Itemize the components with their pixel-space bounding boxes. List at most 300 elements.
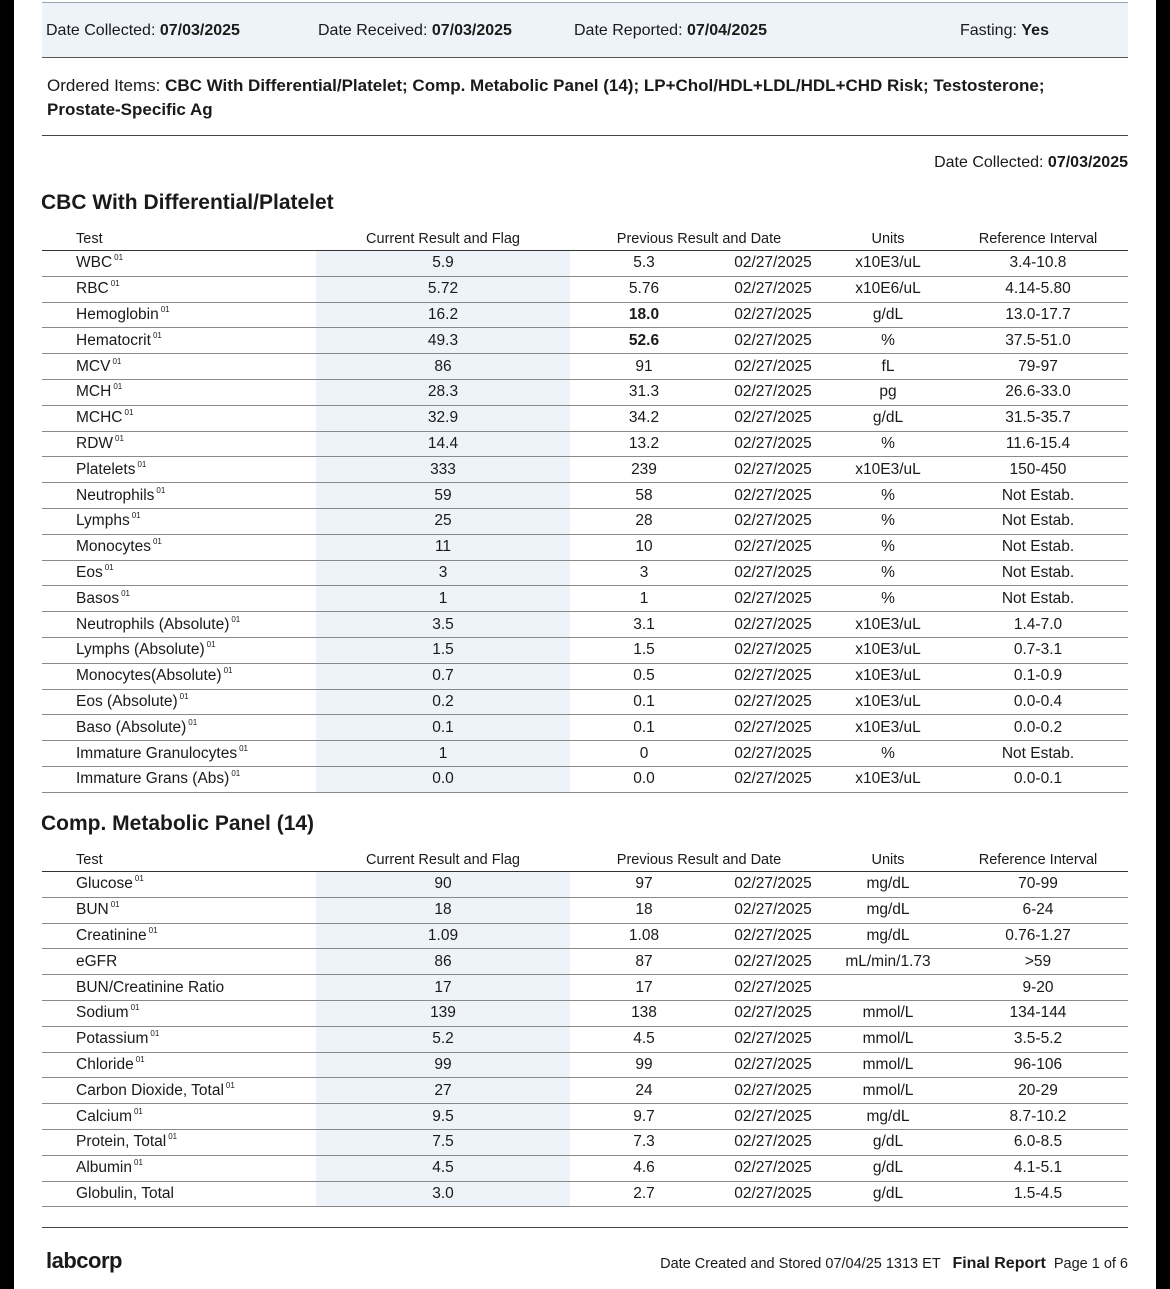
test-name: Globulin, Total	[76, 1184, 174, 1202]
reference-interval-cell: 6.0-8.5	[948, 1129, 1128, 1155]
table-row	[42, 1129, 1128, 1155]
units-cell: %	[828, 534, 948, 560]
col-header-reference: Reference Interval	[948, 228, 1128, 251]
test-name: Lymphs (Absolute)	[76, 641, 205, 659]
table-row	[42, 1026, 1128, 1052]
current-result-cell: 16.2	[316, 302, 570, 328]
current-result-cell: 11	[316, 534, 570, 560]
table-row	[42, 251, 1128, 277]
previous-date-cell: 02/27/2025	[718, 328, 828, 354]
current-result-cell: 17	[316, 975, 570, 1001]
reference-interval-cell: 26.6-33.0	[948, 379, 1128, 405]
previous-date-cell: 02/27/2025	[718, 715, 828, 741]
test-name-cell	[42, 586, 316, 612]
test-name: Hematocrit	[76, 331, 151, 349]
units-cell	[828, 975, 948, 1001]
current-result-cell: 86	[316, 354, 570, 380]
table-row	[42, 1155, 1128, 1181]
current-result-cell: 9.5	[316, 1104, 570, 1130]
date-reported-field	[574, 22, 767, 40]
date-collected-right-value: 07/03/2025	[1047, 154, 1128, 171]
footnote-marker: 01	[121, 588, 130, 598]
previous-result-cell: 1	[570, 586, 718, 612]
table-row	[42, 328, 1128, 354]
reference-interval-cell: 8.7-10.2	[948, 1104, 1128, 1130]
test-name: Carbon Dioxide, Total	[76, 1081, 224, 1099]
footnote-marker: 01	[223, 666, 233, 676]
units-cell: g/dL	[828, 1129, 948, 1155]
ordered-items	[47, 74, 1107, 122]
footnote-marker: 01	[225, 1080, 235, 1090]
current-result-cell: 5.72	[316, 276, 570, 302]
current-result-cell: 1.5	[316, 637, 570, 663]
test-name-cell	[42, 354, 316, 380]
current-result-cell: 333	[316, 457, 570, 483]
test-name: Hemoglobin	[76, 305, 159, 323]
fasting-label: Fasting:	[960, 22, 1017, 39]
table-row	[42, 766, 1128, 792]
footnote-marker: 01	[152, 330, 162, 340]
page-number: Page 1 of 6	[1053, 1256, 1128, 1272]
test-name-cell	[42, 897, 316, 923]
test-name: Lymphs	[76, 512, 130, 530]
divider	[42, 1227, 1128, 1228]
units-cell: x10E3/uL	[828, 766, 948, 792]
table-row	[42, 741, 1128, 767]
table-row	[42, 586, 1128, 612]
col-header-current: Current Result and Flag	[316, 228, 570, 251]
reference-interval-cell: 20-29	[948, 1078, 1128, 1104]
footnote-marker: 01	[239, 743, 248, 753]
fasting-field	[960, 22, 1049, 40]
date-collected-value: 07/03/2025	[159, 22, 240, 39]
reference-interval-cell: 79-97	[948, 354, 1128, 380]
table-row	[42, 872, 1128, 898]
test-name-cell	[42, 612, 316, 638]
test-name: BUN/Creatinine Ratio	[76, 978, 225, 996]
cbc-results-table	[42, 228, 1128, 793]
units-cell: mmol/L	[828, 1078, 948, 1104]
test-name-cell	[42, 1026, 316, 1052]
previous-result-cell: 13.2	[570, 431, 718, 457]
units-cell: %	[828, 431, 948, 457]
previous-result-cell: 3	[570, 560, 718, 586]
previous-date-cell: 02/27/2025	[718, 251, 828, 277]
table-row	[42, 897, 1128, 923]
current-result-cell: 4.5	[316, 1155, 570, 1181]
table-row	[42, 637, 1128, 663]
current-result-cell: 14.4	[316, 431, 570, 457]
units-cell: mmol/L	[828, 1052, 948, 1078]
test-name-cell	[42, 251, 316, 277]
current-result-cell: 18	[316, 897, 570, 923]
date-received-value: 07/03/2025	[431, 22, 512, 39]
footnote-marker: 01	[134, 1158, 143, 1168]
previous-date-cell: 02/27/2025	[718, 586, 828, 612]
footnote-marker: 01	[135, 1054, 145, 1064]
test-name: eGFR	[76, 952, 118, 970]
previous-result-cell: 5.3	[570, 251, 718, 277]
previous-result-cell: 0.1	[570, 689, 718, 715]
previous-result-cell: 0.1	[570, 715, 718, 741]
current-result-cell: 86	[316, 949, 570, 975]
test-name: RDW	[76, 434, 114, 452]
current-result-cell: 32.9	[316, 405, 570, 431]
reference-interval-cell: 134-144	[948, 1000, 1128, 1026]
reference-interval-cell: 37.5-51.0	[948, 328, 1128, 354]
test-name: Chloride	[76, 1055, 134, 1073]
previous-date-cell: 02/27/2025	[718, 637, 828, 663]
current-result-cell: 25	[316, 508, 570, 534]
ordered-items-value: CBC With Differential/Platelet; Comp. Metabolic Panel (14); LP+Chol/HDL+LDL/HDL+CHD Risk; Testosterone; Prostate-Specific Ag	[47, 76, 1045, 119]
previous-date-cell: 02/27/2025	[718, 1155, 828, 1181]
reference-interval-cell: Not Estab.	[948, 741, 1128, 767]
test-name-cell	[42, 975, 316, 1001]
table-row	[42, 508, 1128, 534]
previous-date-cell: 02/27/2025	[718, 508, 828, 534]
reference-interval-cell: 1.5-4.5	[948, 1181, 1128, 1207]
col-header-test: Test	[42, 849, 316, 872]
units-cell: x10E3/uL	[828, 637, 948, 663]
units-cell: mL/min/1.73	[828, 949, 948, 975]
current-result-cell: 0.2	[316, 689, 570, 715]
test-name-cell	[42, 872, 316, 898]
units-cell: x10E3/uL	[828, 612, 948, 638]
units-cell: x10E6/uL	[828, 276, 948, 302]
test-name-cell	[42, 923, 316, 949]
reference-interval-cell: 96-106	[948, 1052, 1128, 1078]
reference-interval-cell: 9-20	[948, 975, 1128, 1001]
table-row	[42, 975, 1128, 1001]
footnote-marker: 01	[133, 1106, 143, 1116]
table-row	[42, 1052, 1128, 1078]
table-row	[42, 379, 1128, 405]
previous-result-cell: 58	[570, 483, 718, 509]
final-report-label: Final Report	[952, 1255, 1046, 1272]
footnote-marker: 01	[131, 511, 141, 521]
table-row	[42, 276, 1128, 302]
previous-date-cell: 02/27/2025	[718, 872, 828, 898]
units-cell: x10E3/uL	[828, 715, 948, 741]
current-result-cell: 27	[316, 1078, 570, 1104]
footnote-marker: 01	[231, 614, 241, 624]
current-result-cell: 59	[316, 483, 570, 509]
previous-result-cell: 97	[570, 872, 718, 898]
reference-interval-cell: 4.14-5.80	[948, 276, 1128, 302]
previous-date-cell: 02/27/2025	[718, 766, 828, 792]
table-row	[42, 457, 1128, 483]
date-reported-value: 07/04/2025	[686, 22, 768, 39]
test-name: Potassium	[76, 1030, 149, 1048]
previous-date-cell: 02/27/2025	[718, 431, 828, 457]
units-cell: %	[828, 586, 948, 612]
reference-interval-cell: 0.0-0.4	[948, 689, 1128, 715]
previous-result-cell: 52.6	[570, 328, 718, 354]
current-result-cell: 3.5	[316, 612, 570, 638]
test-name-cell	[42, 741, 316, 767]
previous-result-cell: 31.3	[570, 379, 718, 405]
test-name: Sodium	[76, 1004, 129, 1022]
test-name: RBC	[76, 280, 109, 298]
footnote-marker: 01	[113, 382, 123, 392]
test-name: Eos (Absolute)	[76, 692, 178, 710]
reference-interval-cell: Not Estab.	[948, 508, 1128, 534]
table-header-row	[42, 228, 1128, 251]
units-cell: %	[828, 483, 948, 509]
test-name-cell	[42, 766, 316, 792]
previous-date-cell: 02/27/2025	[718, 354, 828, 380]
test-name-cell	[42, 1129, 316, 1155]
units-cell: mmol/L	[828, 1000, 948, 1026]
test-name: Neutrophils (Absolute)	[76, 615, 230, 633]
previous-result-cell: 5.76	[570, 276, 718, 302]
table-row	[42, 560, 1128, 586]
date-created-value: 07/04/25 1313 ET	[825, 1256, 941, 1272]
table-header-row	[42, 849, 1128, 872]
table-row	[42, 1078, 1128, 1104]
previous-date-cell: 02/27/2025	[718, 663, 828, 689]
table-row	[42, 1000, 1128, 1026]
test-name-cell	[42, 560, 316, 586]
units-cell: g/dL	[828, 1181, 948, 1207]
test-name: Albumin	[76, 1159, 132, 1177]
previous-date-cell: 02/27/2025	[718, 741, 828, 767]
current-result-cell: 49.3	[316, 328, 570, 354]
footnote-marker: 01	[179, 691, 189, 701]
date-collected-field	[46, 22, 240, 40]
previous-result-cell: 2.7	[570, 1181, 718, 1207]
reference-interval-cell: 6-24	[948, 897, 1128, 923]
footnote-marker: 01	[130, 1003, 140, 1013]
previous-result-cell: 17	[570, 975, 718, 1001]
units-cell: mg/dL	[828, 897, 948, 923]
units-cell: %	[828, 328, 948, 354]
current-result-cell: 3	[316, 560, 570, 586]
test-name: Basos	[76, 589, 120, 607]
previous-date-cell: 02/27/2025	[718, 405, 828, 431]
col-header-test: Test	[42, 228, 316, 251]
test-name-cell	[42, 1052, 316, 1078]
previous-result-cell: 4.6	[570, 1155, 718, 1181]
previous-date-cell: 02/27/2025	[718, 897, 828, 923]
test-name: Baso (Absolute)	[76, 718, 187, 736]
test-name-cell	[42, 302, 316, 328]
date-received-label: Date Received:	[318, 22, 428, 39]
previous-result-cell: 138	[570, 1000, 718, 1026]
test-name-cell	[42, 328, 316, 354]
test-name-cell	[42, 483, 316, 509]
previous-date-cell: 02/27/2025	[718, 923, 828, 949]
table-row	[42, 483, 1128, 509]
test-name: MCHC	[76, 409, 123, 427]
units-cell: %	[828, 560, 948, 586]
test-name: Monocytes(Absolute)	[76, 667, 222, 685]
previous-date-cell: 02/27/2025	[718, 560, 828, 586]
previous-result-cell: 239	[570, 457, 718, 483]
test-name-cell	[42, 405, 316, 431]
test-name: Creatinine	[76, 926, 147, 944]
previous-result-cell: 0.5	[570, 663, 718, 689]
reference-interval-cell: 0.1-0.9	[948, 663, 1128, 689]
footnote-marker: 01	[110, 279, 120, 289]
col-header-previous: Previous Result and Date	[570, 849, 828, 872]
footnote-marker: 01	[160, 304, 170, 314]
footnote-marker: 01	[124, 408, 134, 418]
test-name-cell	[42, 457, 316, 483]
footnote-marker: 01	[156, 485, 166, 495]
test-name-cell	[42, 715, 316, 741]
date-collected-right	[934, 154, 1128, 172]
previous-date-cell: 02/27/2025	[718, 483, 828, 509]
units-cell: x10E3/uL	[828, 457, 948, 483]
table-row	[42, 1181, 1128, 1207]
previous-result-cell: 34.2	[570, 405, 718, 431]
labcorp-logo: labcorp	[46, 1248, 122, 1273]
test-name-cell	[42, 689, 316, 715]
current-result-cell: 0.1	[316, 715, 570, 741]
footnote-marker: 01	[114, 253, 124, 263]
previous-result-cell: 24	[570, 1078, 718, 1104]
test-name: WBC	[76, 254, 113, 272]
previous-result-cell: 4.5	[570, 1026, 718, 1052]
footer-info	[660, 1255, 1128, 1273]
date-collected-label: Date Collected:	[46, 22, 156, 39]
col-header-current: Current Result and Flag	[316, 849, 570, 872]
date-collected-right-label: Date Collected:	[934, 154, 1044, 171]
reference-interval-cell: 0.0-0.1	[948, 766, 1128, 792]
current-result-cell: 3.0	[316, 1181, 570, 1207]
test-name-cell	[42, 1000, 316, 1026]
test-name-cell	[42, 637, 316, 663]
previous-date-cell: 02/27/2025	[718, 534, 828, 560]
divider	[42, 135, 1128, 136]
reference-interval-cell: 13.0-17.7	[948, 302, 1128, 328]
units-cell: pg	[828, 379, 948, 405]
footnote-marker: 01	[152, 537, 162, 547]
test-name-cell	[42, 1181, 316, 1207]
date-received-field	[318, 22, 512, 40]
footnote-marker: 01	[168, 1132, 178, 1142]
reference-interval-cell: 11.6-15.4	[948, 431, 1128, 457]
col-header-units: Units	[828, 228, 948, 251]
test-name: Protein, Total	[76, 1133, 167, 1151]
test-name: Platelets	[76, 460, 136, 478]
current-result-cell: 28.3	[316, 379, 570, 405]
reference-interval-cell: 0.76-1.27	[948, 923, 1128, 949]
reference-interval-cell: 70-99	[948, 872, 1128, 898]
col-header-previous: Previous Result and Date	[570, 228, 828, 251]
previous-date-cell: 02/27/2025	[718, 276, 828, 302]
table-row	[42, 612, 1128, 638]
previous-result-cell: 91	[570, 354, 718, 380]
previous-date-cell: 02/27/2025	[718, 457, 828, 483]
reference-interval-cell: 150-450	[948, 457, 1128, 483]
reference-interval-cell: 1.4-7.0	[948, 612, 1128, 638]
footnote-marker: 01	[137, 459, 147, 469]
test-name-cell	[42, 534, 316, 560]
previous-result-cell: 3.1	[570, 612, 718, 638]
footnote-marker: 01	[188, 717, 198, 727]
test-name-cell	[42, 663, 316, 689]
current-result-cell: 1.09	[316, 923, 570, 949]
units-cell: x10E3/uL	[828, 251, 948, 277]
report-header-band	[42, 2, 1128, 58]
reference-interval-cell: Not Estab.	[948, 586, 1128, 612]
table-row	[42, 431, 1128, 457]
previous-date-cell: 02/27/2025	[718, 1078, 828, 1104]
test-name: BUN	[76, 901, 109, 919]
table-row	[42, 923, 1128, 949]
previous-date-cell: 02/27/2025	[718, 612, 828, 638]
previous-result-cell: 87	[570, 949, 718, 975]
current-result-cell: 7.5	[316, 1129, 570, 1155]
footnote-marker: 01	[112, 356, 122, 366]
units-cell: g/dL	[828, 405, 948, 431]
units-cell: x10E3/uL	[828, 689, 948, 715]
ordered-items-label: Ordered Items:	[47, 76, 161, 95]
reference-interval-cell: Not Estab.	[948, 483, 1128, 509]
test-name: MCH	[76, 383, 112, 401]
units-cell: mmol/L	[828, 1026, 948, 1052]
current-result-cell: 5.2	[316, 1026, 570, 1052]
test-name: Monocytes	[76, 538, 151, 556]
current-result-cell: 5.9	[316, 251, 570, 277]
previous-result-cell: 7.3	[570, 1129, 718, 1155]
units-cell: fL	[828, 354, 948, 380]
table-row	[42, 405, 1128, 431]
reference-interval-cell: >59	[948, 949, 1128, 975]
units-cell: mg/dL	[828, 1104, 948, 1130]
previous-date-cell: 02/27/2025	[718, 949, 828, 975]
test-name-cell	[42, 379, 316, 405]
test-name: Glucose	[76, 875, 133, 893]
report-page	[14, 0, 1156, 1289]
reference-interval-cell: 3.4-10.8	[948, 251, 1128, 277]
section-title-cmp: Comp. Metabolic Panel (14)	[41, 812, 315, 835]
units-cell: mg/dL	[828, 872, 948, 898]
date-reported-label: Date Reported:	[574, 22, 683, 39]
previous-date-cell: 02/27/2025	[718, 689, 828, 715]
col-header-reference: Reference Interval	[948, 849, 1128, 872]
current-result-cell: 1	[316, 586, 570, 612]
previous-result-cell: 0.0	[570, 766, 718, 792]
units-cell: g/dL	[828, 1155, 948, 1181]
test-name-cell	[42, 1078, 316, 1104]
table-row	[42, 1104, 1128, 1130]
footnote-marker: 01	[104, 562, 114, 572]
reference-interval-cell: 3.5-5.2	[948, 1026, 1128, 1052]
test-name-cell	[42, 276, 316, 302]
section-title-cbc: CBC With Differential/Platelet	[41, 191, 334, 214]
date-created-label: Date Created and Stored	[660, 1256, 822, 1272]
previous-date-cell: 02/27/2025	[718, 1026, 828, 1052]
units-cell: %	[828, 741, 948, 767]
previous-result-cell: 28	[570, 508, 718, 534]
footnote-marker: 01	[148, 925, 158, 935]
current-result-cell: 139	[316, 1000, 570, 1026]
previous-result-cell: 99	[570, 1052, 718, 1078]
previous-date-cell: 02/27/2025	[718, 1104, 828, 1130]
reference-interval-cell: Not Estab.	[948, 560, 1128, 586]
units-cell: x10E3/uL	[828, 663, 948, 689]
table-row	[42, 534, 1128, 560]
reference-interval-cell: 0.0-0.2	[948, 715, 1128, 741]
test-name-cell	[42, 1104, 316, 1130]
col-header-units: Units	[828, 849, 948, 872]
current-result-cell: 99	[316, 1052, 570, 1078]
test-name-cell	[42, 949, 316, 975]
current-result-cell: 1	[316, 741, 570, 767]
